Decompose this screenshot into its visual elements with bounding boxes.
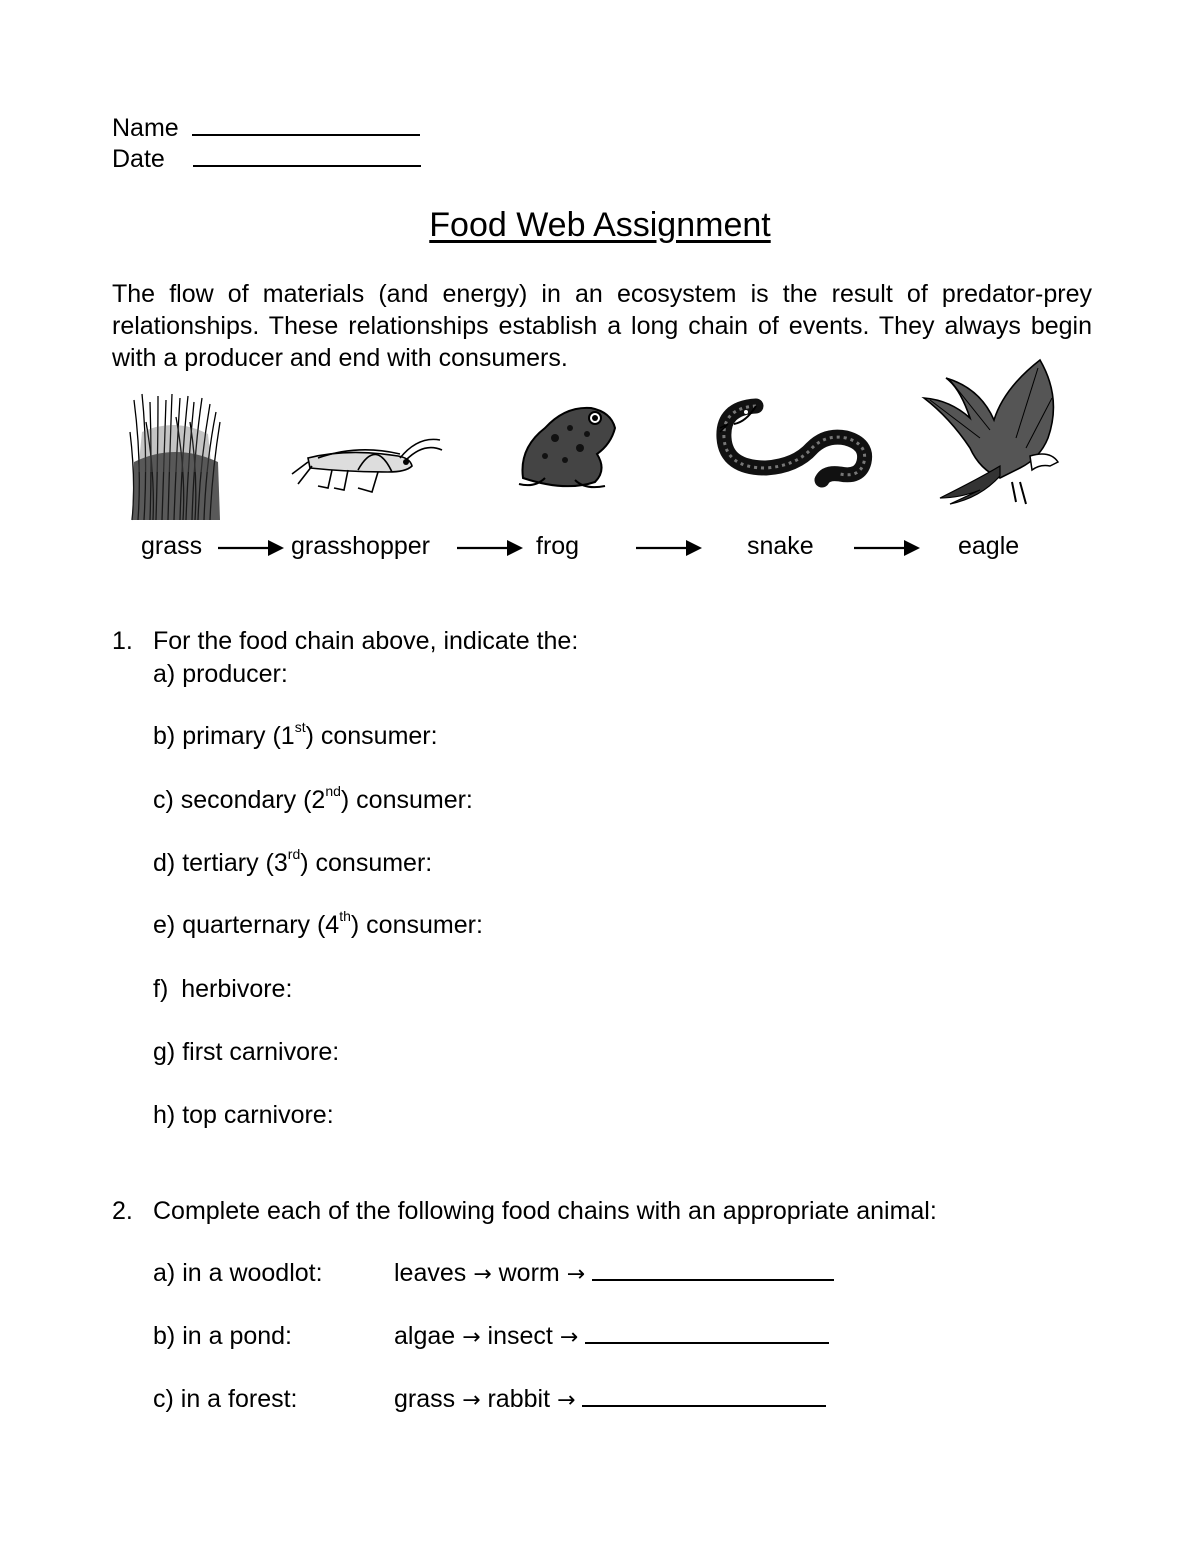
- answer-blank[interactable]: [585, 1341, 829, 1344]
- eagle-icon: [920, 358, 1065, 508]
- chain-first: grass: [394, 1385, 456, 1413]
- date-label: Date: [112, 145, 165, 173]
- arrow-icon: →: [462, 1388, 481, 1413]
- part-text: primary (1: [182, 722, 295, 750]
- arrow-icon: →: [462, 1325, 481, 1350]
- answer-blank[interactable]: [592, 1278, 834, 1281]
- arrow-icon: [854, 536, 920, 560]
- arrow-icon: →: [473, 1262, 492, 1287]
- q2-chain-c: [394, 1385, 826, 1414]
- part-text: quarternary (4: [182, 911, 340, 939]
- answer-blank[interactable]: [582, 1404, 826, 1407]
- q1-part-b: [153, 719, 438, 751]
- part-text: top carnivore:: [182, 1101, 334, 1129]
- part-text: herbivore:: [181, 975, 293, 1003]
- ordinal-suffix: nd: [325, 783, 341, 799]
- q2-part-a: [153, 1259, 323, 1288]
- intro-paragraph: The flow of materials (and energy) in an ecosystem is the result of predator-prey relationships. These relationships establish a long chain of events. They always begin with a producer and end with consumers.: [112, 280, 1092, 372]
- ordinal-suffix: st: [294, 719, 306, 735]
- part-letter: d): [153, 849, 176, 877]
- part-letter: g): [153, 1038, 176, 1066]
- chain-label-snake: snake: [747, 532, 814, 560]
- q1-part-a: [153, 660, 288, 689]
- part-text: tertiary (3: [182, 849, 288, 877]
- q2-text: Complete each of the following food chains with an appropriate animal:: [153, 1197, 937, 1225]
- q1-part-d: [153, 846, 433, 878]
- part-text: first carnivore:: [182, 1038, 340, 1066]
- arrow-icon: [636, 536, 702, 560]
- part-text: ) consumer:: [340, 786, 473, 814]
- part-letter: h): [153, 1101, 176, 1129]
- arrow-icon: [218, 536, 284, 560]
- part-letter: f): [153, 975, 169, 1003]
- grass-icon: [128, 392, 223, 522]
- place-label: in a woodlot:: [182, 1259, 323, 1287]
- name-line: [112, 114, 420, 143]
- ordinal-suffix: th: [339, 908, 351, 924]
- arrow-icon: [457, 536, 523, 560]
- arrow-icon: →: [556, 1388, 576, 1413]
- date-blank[interactable]: [193, 164, 421, 167]
- name-label: Name: [112, 114, 179, 142]
- chain-label-eagle: eagle: [958, 532, 1020, 560]
- chain-label-frog: frog: [536, 532, 580, 560]
- chain-label-grass: grass: [141, 532, 203, 560]
- part-text: ) consumer:: [305, 722, 438, 750]
- part-text: producer:: [182, 660, 288, 688]
- snake-icon: [716, 398, 876, 493]
- q1-number: 1.: [112, 627, 133, 655]
- q2-chain-b: [394, 1322, 829, 1351]
- q2-part-c: [153, 1385, 298, 1414]
- q2-number: 2.: [112, 1197, 133, 1225]
- part-letter: e): [153, 911, 176, 939]
- arrow-icon: →: [559, 1325, 579, 1350]
- ordinal-suffix: rd: [287, 846, 301, 862]
- chain-second: rabbit: [487, 1385, 551, 1413]
- date-line: [112, 145, 421, 174]
- part-text: ) consumer:: [300, 849, 433, 877]
- grasshopper-icon: [288, 428, 443, 498]
- q2-chain-a: [394, 1259, 834, 1288]
- q1-part-e: [153, 908, 483, 940]
- page-title: Food Web Assignment: [429, 206, 771, 244]
- frog-icon: [515, 398, 620, 493]
- place-label: in a forest:: [180, 1385, 298, 1413]
- name-blank[interactable]: [192, 133, 420, 136]
- chain-second: insect: [487, 1322, 553, 1350]
- place-label: in a pond:: [182, 1322, 293, 1350]
- q1-text: For the food chain above, indicate the:: [153, 627, 579, 655]
- part-letter: b): [153, 1322, 176, 1350]
- q1-part-h: [153, 1101, 334, 1130]
- q2-part-b: [153, 1322, 292, 1351]
- chain-label-grasshopper: grasshopper: [291, 532, 430, 560]
- part-text: ) consumer:: [350, 911, 483, 939]
- q1-part-f: [153, 975, 292, 1004]
- chain-first: leaves: [394, 1259, 467, 1287]
- part-text: secondary (2: [180, 786, 326, 814]
- arrow-icon: →: [566, 1262, 586, 1287]
- part-letter: a): [153, 1259, 176, 1287]
- q1-part-c: [153, 783, 473, 815]
- chain-second: worm: [498, 1259, 560, 1287]
- chain-first: algae: [394, 1322, 456, 1350]
- part-letter: c): [153, 786, 174, 814]
- part-letter: c): [153, 1385, 174, 1413]
- part-letter: a): [153, 660, 176, 688]
- q1-part-g: [153, 1038, 339, 1067]
- part-letter: b): [153, 722, 176, 750]
